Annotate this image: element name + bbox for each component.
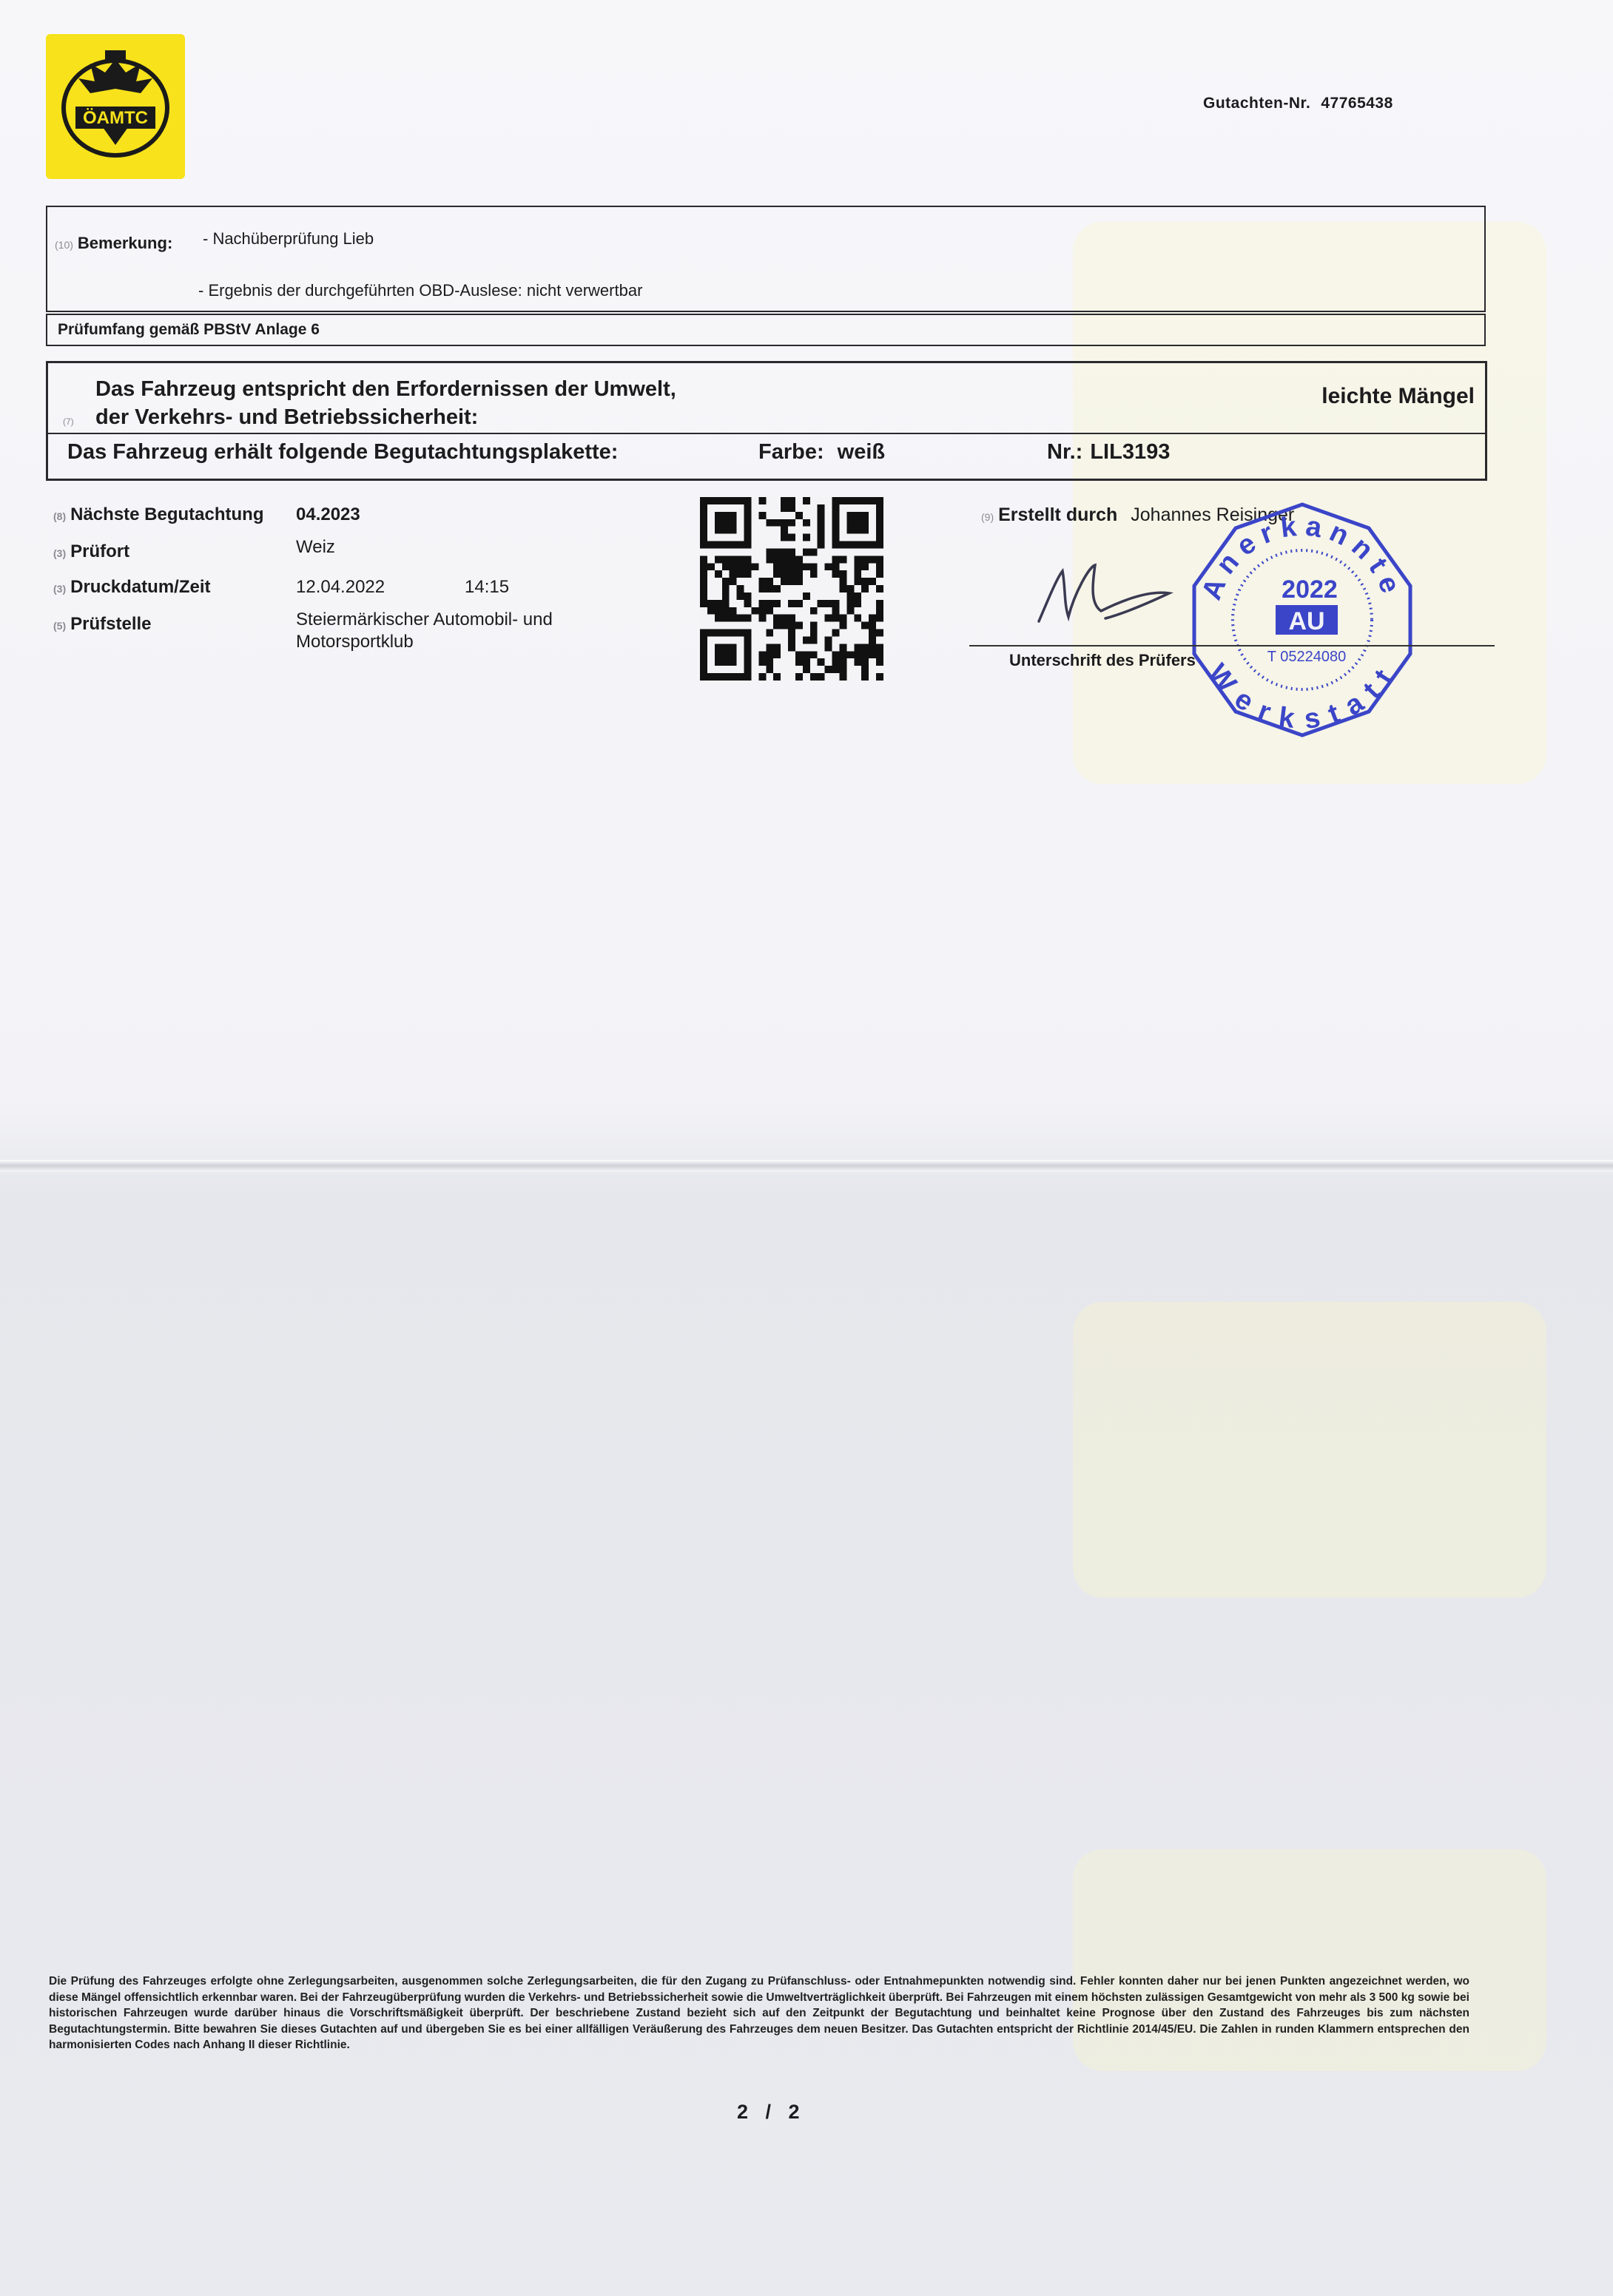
divider: [48, 433, 1485, 434]
detail-time: 14:15: [465, 577, 510, 597]
result-line-1: Das Fahrzeug entspricht den Erfordernissen der Umwelt,: [95, 377, 676, 401]
detail-value: 04.2023: [296, 504, 360, 524]
result-code: (7): [63, 416, 74, 427]
svg-text:ÖAMTC: ÖAMTC: [83, 108, 148, 128]
svg-text:AU: AU: [1288, 607, 1325, 635]
detail-label: Prüfstelle: [70, 614, 152, 634]
result-line-2: der Verkehrs- und Betriebssicherheit:: [95, 405, 479, 429]
gutachten-label: Gutachten-Nr.: [1203, 95, 1311, 112]
workshop-stamp: [1176, 494, 1428, 746]
detail-value-line-2: Motorsportklub: [296, 632, 414, 652]
remarks-box: [46, 206, 1486, 312]
remarks-label: Bemerkung:: [77, 234, 173, 252]
detail-value: Weiz: [296, 537, 335, 557]
remarks-line-2: - Ergebnis der durchgeführten OBD-Auslese: nicht verwertbar: [198, 281, 643, 300]
erstellt-name: Johannes Reisinger: [1131, 504, 1295, 525]
disclaimer-text: Die Prüfung des Fahrzeuges erfolgte ohne Zerlegungsarbeiten, ausgenommen solche Zerlegungsarbeiten, die für den Zugang zu Prüfanschluss- oder Entnahmepunkten notwendig sind. Fehler konnten daher nur bei jenen Punkten angezeichnet werden, wo diese Mängel offensichtlich erkennbar waren. Bei der Fahrzeugüberprüfung wurden die Verkehrs- und Betriebssicherheit sowie die Umweltverträglichkeit überprüft. Bei Fahrzeugen mit einem höchsten zulässigen Gesamtgewicht von mehr als 3 500 kg sowie bei historischen Fahrzeugen wurde darüber hinaus die Vorschriftsmäßigkeit überprüft. Der beschriebene Zustand bezieht sich auf den Zeitpunkt der Begutachtung und beinhaltet keine Prognose über den Zustand des Fahrzeuges bis zum nächsten Begutachtungstermin. Bitte bewahren Sie dieses Gutachten auf und übergeben Sie es bei einer allfälligen Veräußerung des Fahrzeuges dem neuen Besitzer. Das Gutachten entspricht der Richtlinie 2014/45/EU. Die Zahlen in runden Klammern entsprechen den harmonisierten Codes nach Anhang II dieser Richtlinie.: [49, 1975, 1469, 2051]
farbe-label: Farbe:: [758, 440, 824, 464]
svg-text:T 05224080: T 05224080: [1267, 649, 1347, 665]
svg-text:Werkstatt: Werkstatt: [1201, 658, 1404, 736]
page-number: 2 / 2: [737, 2101, 806, 2123]
paper-fold: [0, 1160, 1613, 1172]
remarks-code: (10): [55, 239, 73, 251]
erstellt-label: Erstellt durch: [998, 504, 1118, 525]
gutachten-value: 47765438: [1321, 95, 1393, 112]
detail-label: Druckdatum/Zeit: [70, 577, 211, 597]
gutachten-number: [1203, 95, 1393, 112]
oeamtc-logo: [46, 34, 185, 179]
detail-code: (3): [53, 547, 67, 559]
scope-text: Prüfumfang gemäß PBStV Anlage 6: [58, 321, 320, 338]
qr-code-icon: [700, 497, 883, 681]
svg-text:Anerkannte: Anerkannte: [1196, 510, 1409, 604]
detail-code: (5): [53, 620, 67, 632]
detail-code: (8): [53, 510, 67, 522]
plakette-number: [1047, 440, 1170, 465]
result-box: [46, 361, 1487, 481]
svg-text:2022: 2022: [1282, 575, 1338, 604]
paper-tint: [1073, 1302, 1546, 1598]
nr-label: Nr.:: [1047, 440, 1083, 464]
signature-caption: Unterschrift des Prüfers: [1009, 651, 1196, 669]
plakette-color: [758, 440, 885, 465]
nr-value: LIL3193: [1090, 440, 1171, 464]
farbe-value: weiß: [837, 440, 886, 464]
result-verdict: leichte Mängel: [1321, 384, 1475, 408]
detail-label: Nächste Begutachtung: [70, 504, 264, 524]
signature-line: [969, 645, 1495, 646]
eagle-logo-icon: [46, 34, 185, 179]
plakette-label: Das Fahrzeug erhält folgende Begutachtungsplakette:: [67, 440, 619, 464]
remarks-line-1: - Nachüberprüfung Lieb: [203, 229, 374, 248]
detail-value: 12.04.2022: [296, 577, 385, 597]
detail-value: Steiermärkischer Automobil- und: [296, 610, 553, 629]
detail-label: Prüfort: [70, 541, 130, 561]
erstellt-code: (9): [981, 511, 994, 523]
detail-code: (3): [53, 583, 67, 595]
scope-box: [46, 314, 1486, 346]
